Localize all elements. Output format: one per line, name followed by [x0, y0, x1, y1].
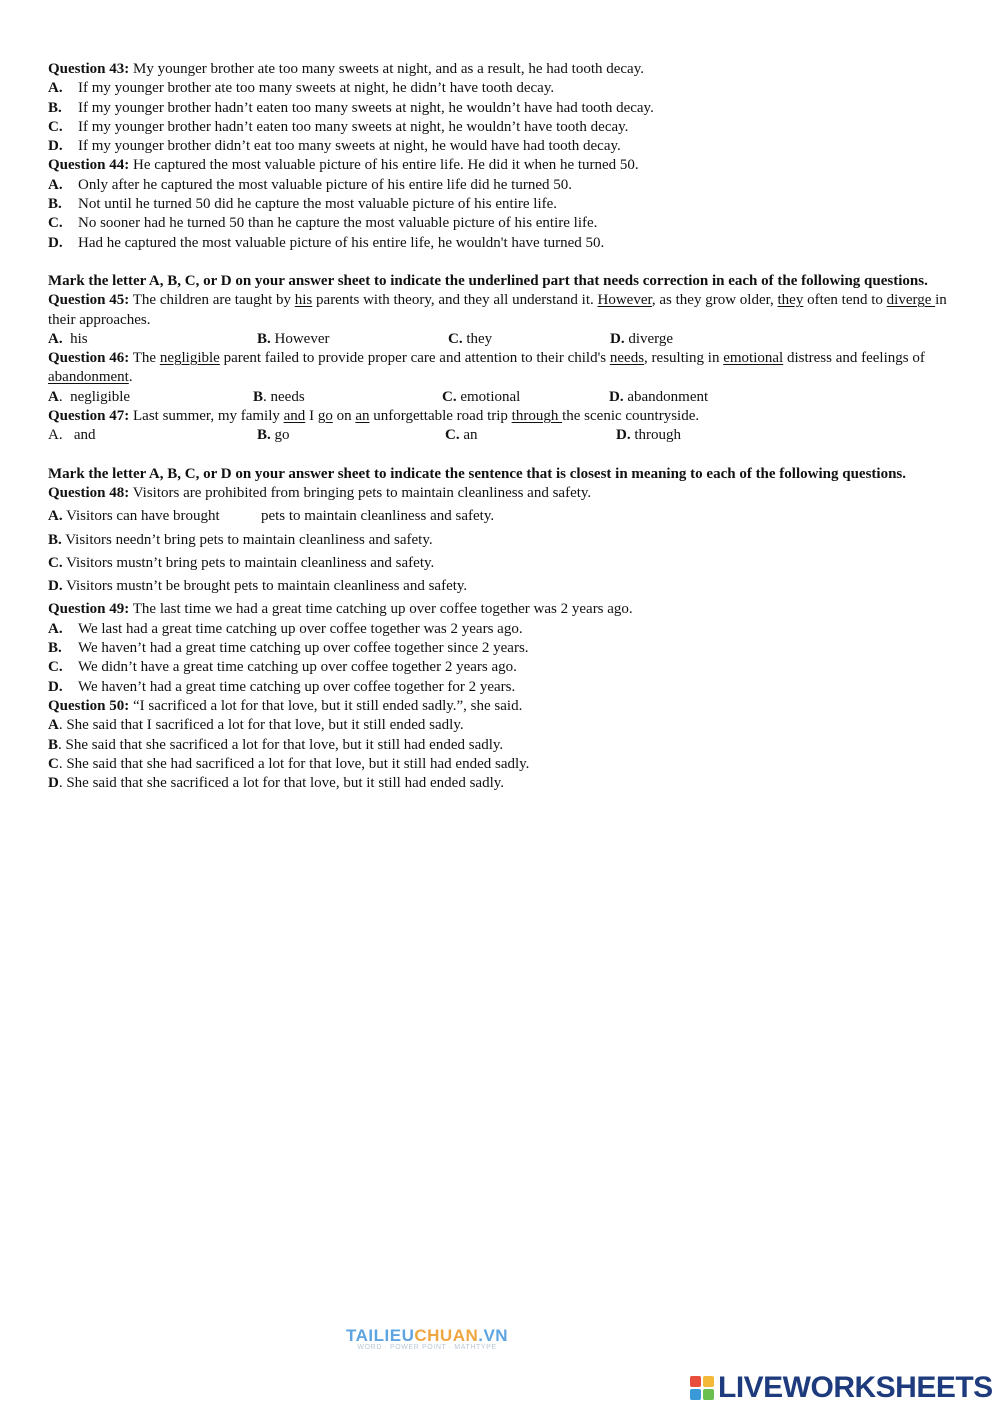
option-c[interactable]: C. She said that she had sacrificed a lot for that love, but it still had ended sadly. [48, 755, 530, 772]
liveworksheets-logo-icon [690, 1376, 714, 1400]
question-label: Question 47: [48, 408, 130, 425]
question-47: Question 47: Last summer, my family and I go on an unforgettable road trip through the scenic countryside. [48, 408, 700, 425]
option-c[interactable]: C. No sooner had he turned 50 than he capture the most valuable picture of his entire life. [48, 215, 598, 232]
option-a[interactable]: A. his [48, 330, 88, 347]
underlined-part-d: through [511, 408, 563, 425]
question-label: Question 49: [48, 601, 130, 618]
question-label: Question 44: [48, 157, 130, 174]
option-d[interactable]: D. We haven’t had a great time catching up over coffee together for 2 years. [48, 678, 516, 695]
option-a[interactable]: A. and [48, 427, 96, 444]
question-stem: “I sacrificed a lot for that love, but it still ended sadly.”, she said. [129, 697, 523, 714]
underlined-part-b: However [597, 292, 652, 309]
option-d[interactable]: D. diverge [610, 330, 674, 347]
question-48 [48, 484, 948, 503]
underlined-part-c: they [777, 292, 804, 309]
question-stem: Visitors are prohibited from bringing pets to maintain cleanliness and safety. [129, 484, 592, 501]
option-c[interactable]: C. emotional [442, 388, 521, 405]
option-a[interactable]: A. Visitors can have brought pets to maintain cleanliness and safety. [48, 508, 495, 525]
question-label: Question 46: [48, 350, 130, 367]
option-a[interactable]: A. Only after he captured the most valuable picture of his entire life did he turned 50. [48, 176, 572, 193]
question-label: Question 43: [48, 61, 130, 77]
underlined-part-b: needs [609, 350, 645, 367]
option-b[interactable]: B. go [257, 427, 290, 444]
section-instruction-correction: Mark the letter A, B, C, or D on your answer sheet to indicate the underlined part that needs correction in each of the following questions. [48, 272, 928, 289]
options-row [48, 388, 948, 407]
option-c[interactable]: C. If my younger brother hadn’t eaten too many sweets at night, he wouldn’t have tooth decay. [48, 118, 629, 135]
option-d[interactable]: D. through [616, 427, 682, 444]
option-b[interactable]: B. Visitors needn’t bring pets to maintain cleanliness and safety. [48, 531, 433, 548]
option-a[interactable]: A. If my younger brother ate too many sweets at night, he didn’t have tooth decay. [48, 80, 555, 97]
option-b[interactable]: B. We haven’t had a great time catching up over coffee together since 2 years. [48, 640, 529, 657]
underlined-part-b: go [317, 408, 333, 425]
underlined-part-d: diverge [886, 292, 936, 309]
option-c[interactable]: C. We didn’t have a great time catching up over coffee together 2 years ago. [48, 659, 517, 676]
question-stem: He captured the most valuable picture of his entire life. He did it when he turned 50. [129, 157, 639, 174]
question-stem: The last time we had a great time catching up over coffee together was 2 years ago. [129, 601, 633, 618]
option-b[interactable]: B. If my younger brother hadn’t eaten too many sweets at night, he wouldn’t have had tooth decay. [48, 99, 654, 116]
watermark [346, 1326, 508, 1351]
option-c[interactable]: C. Visitors mustn’t bring pets to maintain cleanliness and safety. [48, 554, 435, 571]
option-b[interactable]: B. needs [253, 388, 305, 405]
brand-name: LIVEWORKSHEETS [718, 1371, 993, 1404]
question-49 [48, 600, 948, 619]
brand-logo [690, 1371, 993, 1405]
question-43 [48, 60, 948, 79]
option-b[interactable]: B. Not until he turned 50 did he capture the most valuable picture of his entire life. [48, 196, 558, 213]
question-45: Question 45: The children are taught by his parents with theory, and they all understand it. However, as they grow older, they often tend to diverge in their approaches. [48, 292, 947, 328]
option-d[interactable]: D. abandonment [609, 388, 709, 405]
question-44 [48, 156, 948, 175]
option-b[interactable]: B. However [257, 330, 330, 347]
options-row [48, 426, 948, 445]
option-b[interactable]: B. She said that she sacrificed a lot for that love, but it still had ended sadly. [48, 736, 504, 753]
question-stem: My younger brother ate too many sweets at night, and as a result, he had tooth decay. [129, 61, 644, 77]
worksheet-page [48, 60, 948, 793]
question-label: Question 48: [48, 484, 130, 501]
underlined-part-a: and [283, 408, 306, 425]
watermark-title: TAILIEUCHUAN.VN [346, 1326, 509, 1345]
option-d[interactable]: D. She said that she sacrificed a lot for that love, but it still had ended sadly. [48, 775, 505, 792]
section-instruction-meaning: Mark the letter A, B, C, or D on your answer sheet to indicate the sentence that is closest in meaning to each of the following questions. [48, 465, 907, 482]
question-50 [48, 697, 948, 716]
options-row [48, 330, 948, 349]
option-d[interactable]: D. If my younger brother didn’t eat too many sweets at night, he would have had tooth decay. [48, 138, 621, 155]
underlined-part-a: his [294, 292, 313, 309]
option-a[interactable]: A. negligible [48, 388, 131, 405]
watermark-subtitle: WORD · POWER POINT · MATHTYPE [357, 1344, 497, 1351]
question-label: Question 50: [48, 697, 130, 714]
question-46: Question 46: The negligible parent failed to provide proper care and attention to their child's needs, resulting in emotional distress and feelings of abandonment. [48, 350, 925, 386]
option-a[interactable]: A. We last had a great time catching up over coffee together was 2 years ago. [48, 620, 523, 637]
option-c[interactable]: C. an [445, 427, 478, 444]
option-d[interactable]: D. Had he captured the most valuable picture of his entire life, he wouldn't have turned 50. [48, 234, 605, 251]
underlined-part-d: abandonment [48, 369, 129, 386]
option-d[interactable]: D. Visitors mustn’t be brought pets to maintain cleanliness and safety. [48, 578, 468, 595]
option-a[interactable]: A. She said that I sacrificed a lot for that love, but it still ended sadly. [48, 717, 464, 734]
underlined-part-c: an [355, 408, 370, 425]
option-c[interactable]: C. they [448, 330, 493, 347]
question-label: Question 45: [48, 292, 130, 309]
underlined-part-a: negligible [159, 350, 220, 367]
underlined-part-c: emotional [723, 350, 784, 367]
